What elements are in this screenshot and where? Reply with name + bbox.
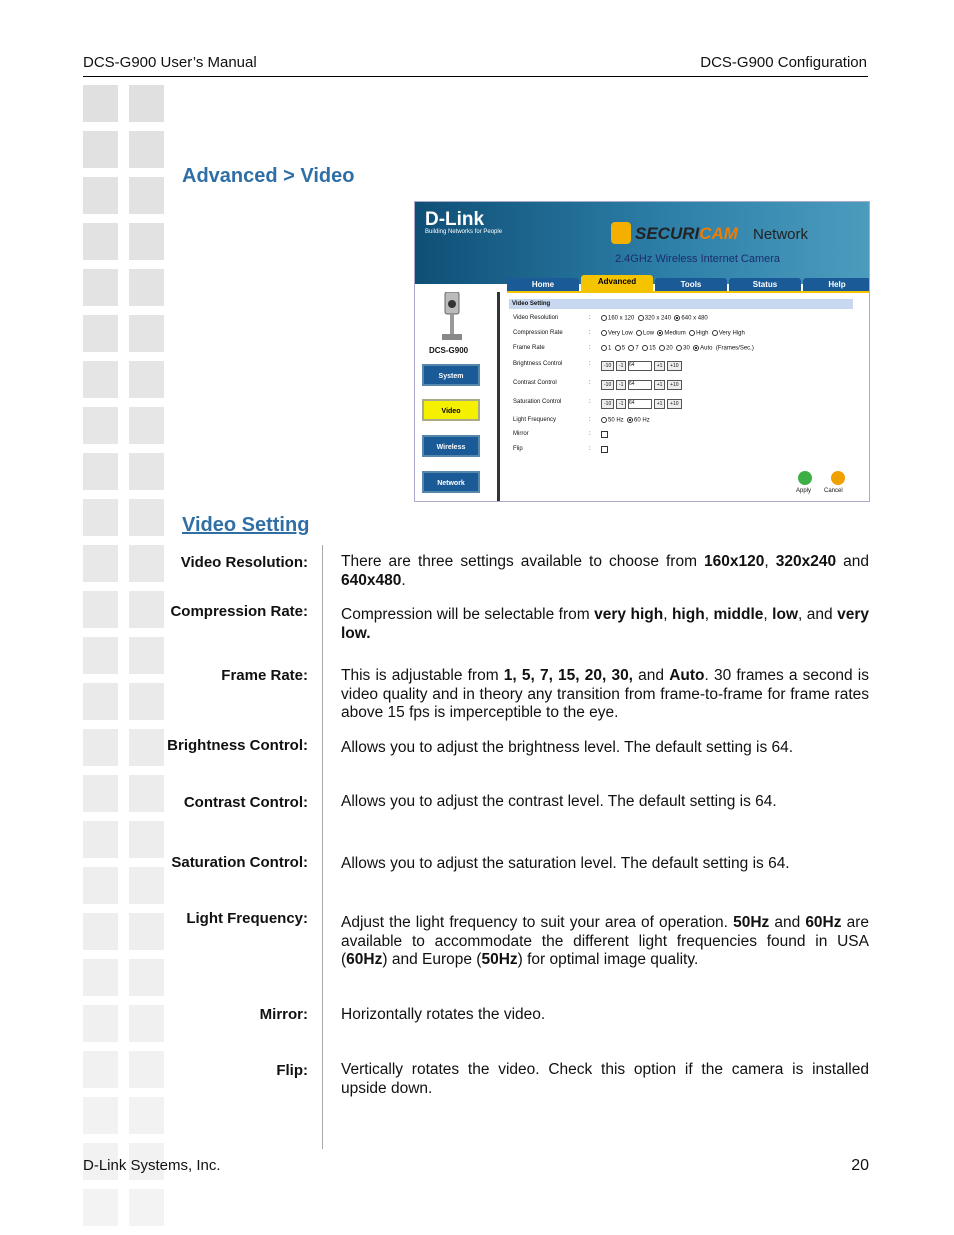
row-label: Frame Rate — [513, 345, 545, 351]
row-label: Compression Rate — [513, 330, 563, 336]
decorative-tile — [83, 453, 118, 490]
decorative-tile — [83, 361, 118, 398]
dlink-logo: D-Link — [425, 209, 485, 230]
decorative-tile — [129, 1051, 164, 1088]
text: . 30 frames a second is video quality and in theory any transition from frame-to-frame for frame rates above 15 fps is imperceptible to the eye. — [341, 667, 869, 721]
text: and — [769, 914, 806, 931]
header-rule — [83, 76, 868, 77]
dlink-tagline: Building Networks for People — [425, 229, 503, 235]
option-label: Very Low — [608, 330, 633, 337]
decorative-tile — [83, 867, 118, 904]
desc-compression-rate — [341, 606, 869, 643]
minus-1-button[interactable]: -1 — [616, 380, 626, 390]
radio[interactable] — [628, 345, 634, 351]
label-compression-rate: Compression Rate: — [170, 603, 308, 620]
tab-help[interactable]: Help — [803, 278, 870, 292]
option-label: 320 x 240 — [644, 315, 672, 322]
radio[interactable] — [676, 345, 682, 351]
decorative-tile — [129, 453, 164, 490]
option-label: 50 Hz — [608, 417, 624, 424]
decorative-tile — [129, 1005, 164, 1042]
option-label: 30 — [683, 345, 690, 352]
plus-1-button[interactable]: +1 — [654, 380, 666, 390]
row-label: Flip — [513, 446, 523, 452]
row-label: Saturation Control — [513, 399, 562, 405]
securicam-part1: SECURI — [635, 224, 700, 243]
decorative-tile — [129, 591, 164, 628]
decorative-tile — [129, 729, 164, 766]
minus-10-button[interactable]: -10 — [601, 399, 614, 409]
desc-frame-rate — [341, 667, 869, 723]
text: , — [763, 606, 773, 623]
bold: high — [671, 606, 705, 623]
decorative-tile — [83, 85, 118, 122]
row-frame-rate — [513, 345, 853, 357]
bold: 320x240 — [775, 553, 837, 570]
label-brightness: Brightness Control: — [167, 737, 308, 754]
label-light-frequency: Light Frequency: — [186, 910, 308, 927]
cancel-x-icon[interactable] — [831, 471, 845, 485]
row-label: Brightness Control — [513, 361, 563, 367]
decorative-tile — [129, 1189, 164, 1226]
securicam-logo — [635, 224, 738, 244]
decorative-tile — [83, 821, 118, 858]
bold: 60Hz — [346, 951, 383, 968]
text: , — [764, 553, 776, 570]
option-label: 15 — [649, 345, 656, 352]
option-label: Very High — [718, 330, 745, 337]
colon: : — [589, 446, 591, 452]
label-mirror: Mirror: — [259, 1006, 308, 1023]
colon: : — [589, 345, 591, 351]
bold: Auto — [669, 667, 705, 684]
decorative-tile — [83, 775, 118, 812]
text: This is adjustable from — [341, 667, 504, 684]
plus-10-button[interactable]: +10 — [667, 380, 681, 390]
mirror-checkbox[interactable] — [601, 431, 608, 438]
label-contrast: Contrast Control: — [183, 794, 308, 811]
decorative-tile — [83, 1097, 118, 1134]
row-video-resolution — [513, 315, 853, 327]
text: Compression will be selectable from — [341, 606, 595, 623]
bold: middle — [713, 606, 764, 623]
row-light-frequency — [513, 417, 853, 429]
desc-contrast: Allows you to adjust the contrast level. The default setting is 64. — [341, 793, 777, 810]
contrast-value[interactable]: 64 — [628, 380, 652, 390]
network-word: Network — [753, 226, 809, 243]
decorative-tile — [83, 499, 118, 536]
decorative-tile — [83, 729, 118, 766]
product-subtitle: 2.4GHz Wireless Internet Camera — [615, 253, 781, 265]
row-label: Contrast Control — [513, 380, 557, 386]
video-setting-title: Video Setting — [182, 514, 310, 536]
row-flip — [513, 446, 853, 458]
decorative-tile — [129, 637, 164, 674]
text: and — [633, 667, 670, 684]
radio[interactable] — [693, 345, 699, 351]
apply-label: Apply — [796, 488, 812, 494]
decorative-tile — [83, 683, 118, 720]
label-frame-rate: Frame Rate: — [221, 667, 308, 684]
option-label: High — [696, 330, 709, 337]
decorative-tile — [83, 315, 118, 352]
row-brightness — [513, 361, 853, 373]
decorative-tile — [83, 959, 118, 996]
row-saturation — [513, 399, 853, 411]
decorative-tile — [129, 131, 164, 168]
bold: 60Hz — [805, 914, 842, 931]
radio[interactable] — [636, 330, 642, 336]
decorative-tile — [129, 269, 164, 306]
bold: 640x480 — [341, 571, 402, 589]
text: , — [704, 606, 714, 623]
text: ) for optimal image quality. — [517, 951, 699, 968]
text: . — [401, 571, 406, 589]
top-tabs — [507, 278, 870, 292]
desc-brightness: Allows you to adjust the brightness level. The default setting is 64. — [341, 739, 794, 756]
radio[interactable] — [712, 330, 718, 336]
radio[interactable] — [638, 315, 644, 321]
decorative-tile — [83, 1051, 118, 1088]
left-nav — [415, 292, 497, 502]
bold: 50Hz — [481, 951, 518, 968]
decorative-tile — [83, 269, 118, 306]
colon: : — [589, 361, 591, 367]
decorative-tile — [129, 913, 164, 950]
option-label: 160 x 120 — [608, 315, 635, 322]
radio[interactable] — [659, 345, 665, 351]
nav-system[interactable]: System — [422, 364, 480, 386]
column-divider — [322, 545, 323, 1149]
radio[interactable] — [657, 330, 663, 336]
plus-10-button[interactable]: +10 — [667, 361, 681, 371]
option-label: Auto — [700, 345, 713, 352]
row-label: Mirror — [513, 431, 529, 437]
bold: very low. — [341, 606, 869, 642]
decorative-tile — [83, 223, 118, 260]
radio[interactable] — [642, 345, 648, 351]
minus-1-button[interactable]: -1 — [616, 361, 626, 371]
cancel-label: Cancel — [824, 488, 843, 494]
radio[interactable] — [601, 330, 607, 336]
colon: : — [589, 417, 591, 423]
radio[interactable] — [627, 417, 633, 423]
row-mirror — [513, 431, 853, 443]
decorative-tile — [83, 1005, 118, 1042]
brightness-value[interactable]: 64 — [628, 361, 652, 371]
decorative-tile — [129, 867, 164, 904]
option-label: 640 x 480 — [681, 315, 708, 322]
section-title: Advanced > Video — [182, 165, 355, 187]
radio[interactable] — [601, 315, 607, 321]
decorative-tile — [83, 545, 118, 582]
colon: : — [589, 315, 591, 321]
desc-saturation: Allows you to adjust the saturation level. The default setting is 64. — [341, 855, 790, 872]
label-saturation: Saturation Control: — [171, 854, 308, 871]
decorative-tile — [129, 315, 164, 352]
desc-video-resolution — [341, 553, 869, 590]
text: are available to accommodate the different light frequencies found in USA ( — [341, 914, 869, 968]
text: There are three settings available to choose from — [341, 553, 705, 570]
option-label: Medium — [664, 330, 686, 337]
config-screenshot — [414, 201, 870, 502]
text: Adjust the light frequency to suit your area of operation. — [341, 914, 734, 931]
decorative-tile — [129, 683, 164, 720]
panel-title: Video Setting — [509, 299, 853, 309]
decorative-tile — [83, 913, 118, 950]
decorative-tile — [129, 821, 164, 858]
decorative-tile — [129, 85, 164, 122]
flip-checkbox[interactable] — [601, 446, 608, 453]
tab-underline — [507, 291, 870, 293]
label-video-resolution: Video Resolution: — [180, 554, 308, 571]
plus-10-button[interactable]: +10 — [667, 399, 681, 409]
tab-tools[interactable]: Tools — [655, 278, 727, 292]
decorative-tiles — [83, 85, 167, 1235]
header-manual-title: DCS-G900 User’s Manual — [83, 54, 257, 71]
lock-icon — [611, 222, 631, 244]
desc-light-frequency — [341, 914, 869, 970]
header-chapter-title: DCS-G900 Configuration — [700, 54, 867, 71]
camera-icon — [437, 292, 467, 344]
radio[interactable] — [601, 417, 607, 423]
saturation-value[interactable]: 64 — [628, 399, 652, 409]
tab-home[interactable]: Home — [507, 278, 579, 292]
decorative-tile — [83, 177, 118, 214]
desc-flip: Vertically rotates the video. Check this option if the camera is installed upside down. — [341, 1061, 869, 1097]
decorative-tile — [129, 223, 164, 260]
radio[interactable] — [674, 315, 680, 321]
tab-status[interactable]: Status — [729, 278, 801, 292]
bold: 1, 5, 7, 15, 20, 30, — [503, 667, 633, 684]
decorative-tile — [83, 591, 118, 628]
decorative-tile — [129, 407, 164, 444]
radio[interactable] — [615, 345, 621, 351]
nav-divider — [497, 292, 500, 502]
row-label: Video Resolution — [513, 315, 559, 321]
option-label: 60 Hz — [634, 417, 650, 424]
colon: : — [589, 380, 591, 386]
camera-model-label: DCS-G900 — [429, 346, 469, 355]
text: ) and Europe ( — [382, 951, 482, 968]
apply-check-icon[interactable] — [798, 471, 812, 485]
decorative-tile — [129, 545, 164, 582]
radio[interactable] — [689, 330, 695, 336]
decorative-tile — [129, 1097, 164, 1134]
page-number: 20 — [851, 1157, 869, 1174]
row-contrast — [513, 380, 853, 392]
radio[interactable] — [601, 345, 607, 351]
decorative-tile — [83, 637, 118, 674]
decorative-tile — [129, 177, 164, 214]
option-label: 5 — [621, 345, 626, 352]
bold: very high — [594, 606, 664, 623]
colon: : — [589, 399, 591, 405]
bold: low — [772, 606, 799, 623]
label-flip: Flip: — [276, 1062, 308, 1079]
colon: : — [589, 330, 591, 336]
decorative-tile — [129, 361, 164, 398]
colon: : — [589, 431, 591, 437]
bold: 160x120 — [704, 553, 765, 570]
decorative-tile — [83, 407, 118, 444]
desc-mirror: Horizontally rotates the video. — [341, 1006, 546, 1023]
text: and — [836, 553, 869, 570]
minus-10-button[interactable]: -10 — [601, 361, 614, 371]
option-label: Low — [643, 330, 655, 337]
nav-wireless[interactable]: Wireless — [422, 435, 480, 457]
minus-10-button[interactable]: -10 — [601, 380, 614, 390]
decorative-tile — [129, 775, 164, 812]
minus-1-button[interactable]: -1 — [616, 399, 626, 409]
plus-1-button[interactable]: +1 — [654, 361, 666, 371]
option-label: 1 — [608, 345, 612, 352]
text: , and — [798, 606, 838, 623]
nav-video[interactable]: Video — [422, 399, 480, 421]
footer-company: D-Link Systems, Inc. — [83, 1157, 221, 1174]
row-compression-rate — [513, 330, 853, 342]
tab-advanced[interactable]: Advanced — [581, 275, 653, 292]
securicam-part2: CAM — [699, 224, 738, 243]
row-label: Light Frequency — [513, 417, 557, 423]
option-label: 20 — [666, 345, 673, 352]
plus-1-button[interactable]: +1 — [654, 399, 666, 409]
decorative-tile — [129, 499, 164, 536]
nav-network[interactable]: Network — [422, 471, 480, 493]
frame-rate-unit: (Frames/Sec.) — [715, 345, 754, 352]
decorative-tile — [83, 1189, 118, 1226]
text: , — [663, 606, 672, 623]
bold: 50Hz — [733, 914, 770, 931]
decorative-tile — [83, 131, 118, 168]
decorative-tile — [129, 959, 164, 996]
option-label: 7 — [635, 345, 639, 352]
